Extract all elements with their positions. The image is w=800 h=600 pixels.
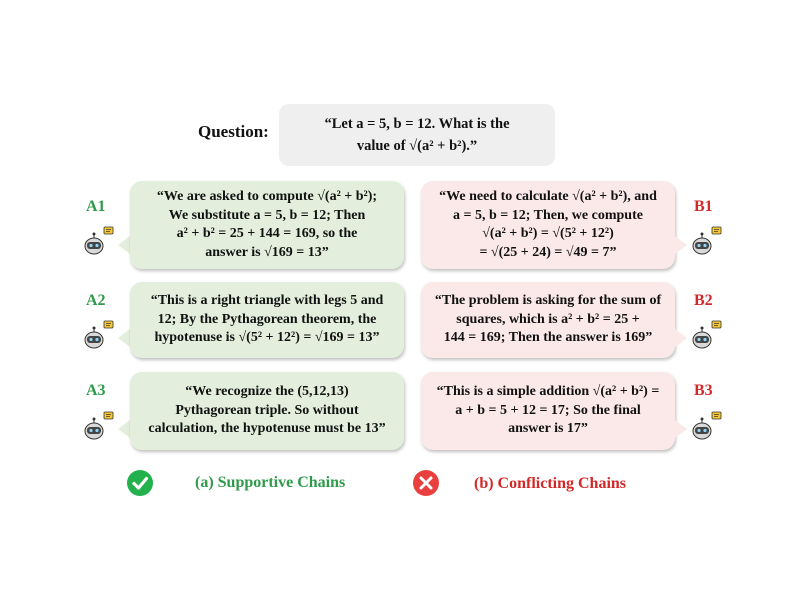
bubble-line: answer is 17” [508, 421, 588, 437]
tag-b1: B1 [694, 198, 713, 215]
bubble-line: We substitute a = 5, b = 12; Then [168, 207, 366, 223]
bubble-line: a + b = 5 + 12 = 17; So the final [455, 402, 641, 418]
robot-icon [692, 320, 722, 350]
bubble-line: 144 = 169; Then the answer is 169” [443, 330, 653, 346]
bubble-line: “We recognize the (5,12,13) [185, 384, 349, 400]
robot-icon [84, 411, 114, 441]
bubble-line: “We need to calculate √(a² + b²), and [439, 189, 657, 204]
bubble-tail [118, 329, 130, 347]
bubble-line: calculation, the hypotenuse must be 13” [148, 421, 386, 437]
bubble-tail [118, 420, 130, 438]
tag-b2: B2 [694, 292, 713, 309]
bubble-line: a² + b² = 25 + 144 = 169, so the [176, 226, 358, 241]
bubble-line: “The problem is asking for the sum of [434, 293, 662, 309]
bubble-tail [675, 420, 687, 438]
check-circle-icon [126, 469, 154, 497]
supportive-bubble-a2 [130, 282, 404, 358]
bubble-line: Pythagorean triple. So without [175, 402, 359, 418]
tag-a2: A2 [86, 292, 106, 309]
conflicting-bubble-b3 [421, 372, 675, 450]
tag-b3: B3 [694, 382, 713, 399]
bubble-line: “This is a right triangle with legs 5 and [150, 293, 384, 309]
bubble-line: squares, which is a² + b² = 25 + [456, 311, 640, 327]
legend-conflicting-label: (b) Conflicting Chains [474, 475, 627, 492]
tag-a3: A3 [86, 382, 106, 399]
bubble-line: “We are asked to compute √(a² + b²); [156, 189, 378, 204]
question-label: Question: [198, 122, 269, 141]
robot-icon [84, 226, 114, 256]
legend-supportive-label: (a) Supportive Chains [195, 474, 346, 491]
bubble-line: 12; By the Pythagorean theorem, the [157, 311, 377, 327]
robot-icon [692, 411, 722, 441]
question-line-1: “Let a = 5, b = 12. What is the [324, 116, 510, 132]
bubble-tail [675, 236, 687, 254]
bubble-line: √(a² + b²) = √(5² + 12²) [482, 226, 614, 241]
question-box [279, 104, 555, 166]
robot-icon [692, 226, 722, 256]
question-line-2: value of √(a² + b²).” [356, 138, 478, 154]
bubble-line: = √(25 + 24) = √49 = 7” [479, 244, 617, 260]
robot-icon [84, 320, 114, 350]
bubble-line: hypotenuse is √(5² + 12²) = √169 = 13” [154, 330, 380, 346]
bubble-line: “This is a simple addition √(a² + b²) = [436, 384, 660, 400]
bubble-tail [118, 236, 130, 254]
cross-circle-icon [412, 469, 440, 497]
bubble-line: a = 5, b = 12; Then, we compute [453, 207, 643, 223]
bubble-line: answer is √169 = 13” [205, 244, 329, 260]
conflicting-bubble-b1 [421, 181, 675, 269]
conflicting-bubble-b2 [421, 282, 675, 358]
supportive-bubble-a1 [130, 181, 404, 269]
supportive-bubble-a3 [130, 372, 404, 450]
bubble-tail [675, 329, 687, 347]
tag-a1: A1 [86, 198, 106, 215]
